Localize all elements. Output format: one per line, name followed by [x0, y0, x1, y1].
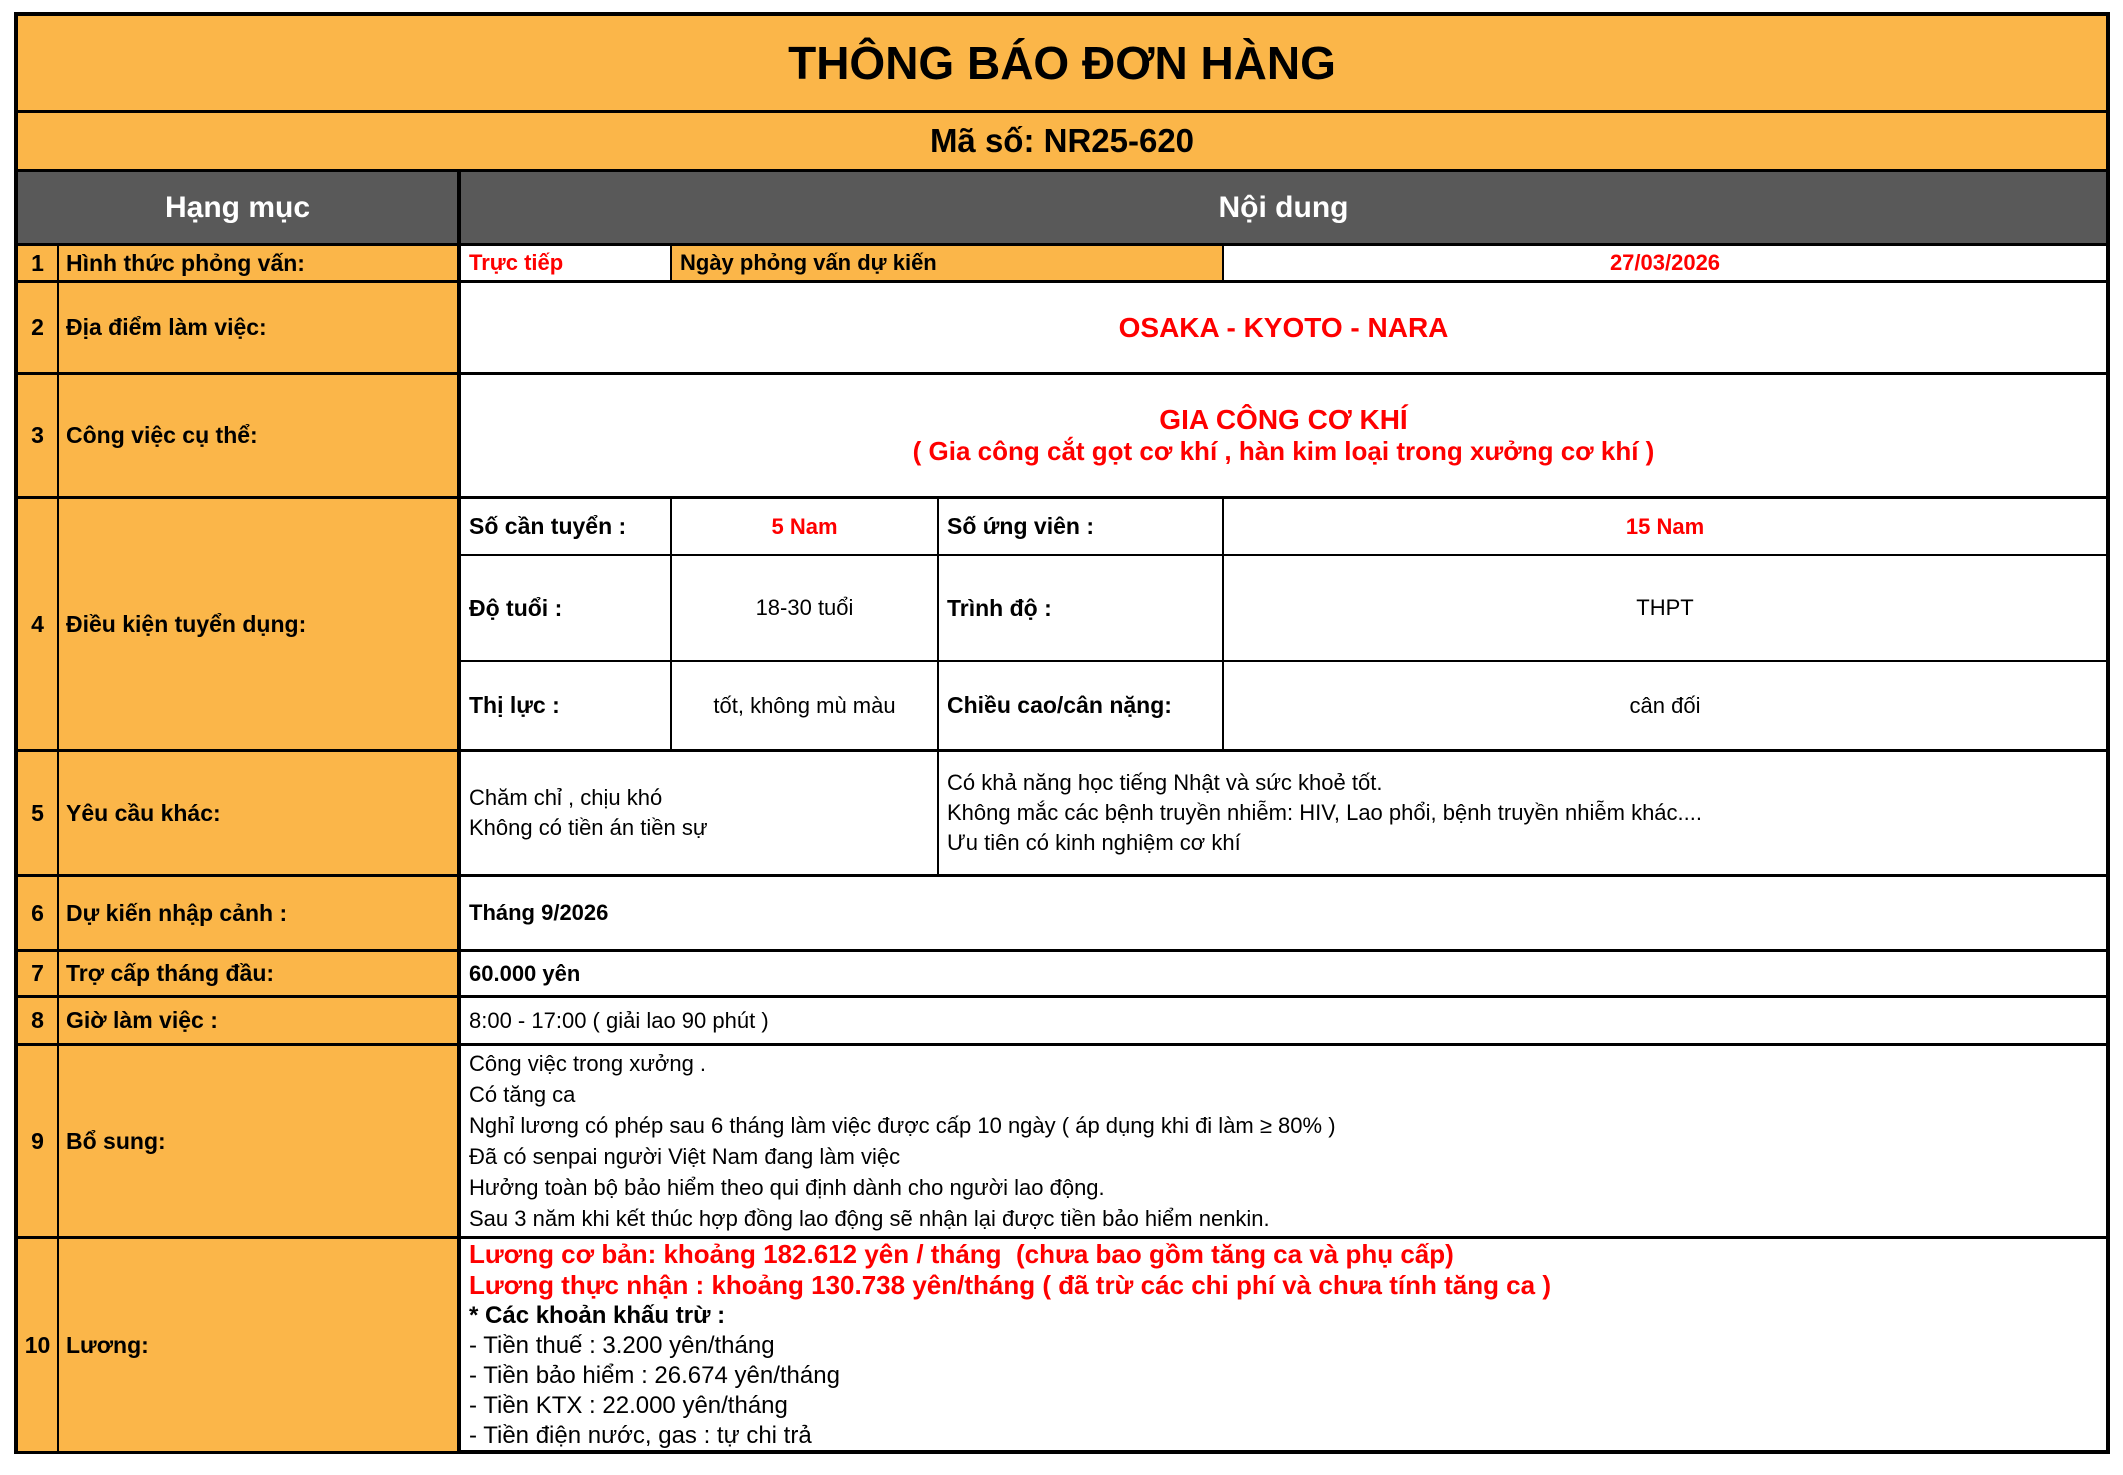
- row-job: [18, 375, 2106, 499]
- row-label: Giờ làm việc :: [59, 998, 461, 1043]
- supplement-line: Sau 3 năm khi kết thúc hợp đồng lao động sẽ nhận lại được tiền bảo hiểm nenkin.: [469, 1206, 1270, 1231]
- row-allowance: [18, 952, 2106, 998]
- deduction-line: - Tiền điện nước, gas : tự chi trả: [469, 1422, 812, 1449]
- interview-date-value: 27/03/2026: [1609, 250, 1721, 275]
- requirement-line: Chăm chỉ , chịu khó: [469, 785, 663, 810]
- deduction-line: - Tiền thuế : 3.200 yên/tháng: [469, 1332, 775, 1359]
- deductions-header: * Các khoản khấu trừ :: [469, 1302, 726, 1329]
- conditions-row-age: [461, 556, 2106, 662]
- entry-date-value: Tháng 9/2026: [469, 900, 609, 925]
- age-value: 18-30 tuổi: [672, 556, 939, 660]
- salary-base-line: Lương cơ bản: khoảng 182.612 yên / tháng (chưa bao gồm tăng ca và phụ cấp): [469, 1239, 1454, 1269]
- row-number: 7: [18, 952, 59, 995]
- supplement-line: Nghỉ lương có phép sau 6 tháng làm việc được cấp 10 ngày ( áp dụng khi đi làm ≥ 80% ): [469, 1113, 1336, 1138]
- height-weight-label: Chiều cao/cân nặng:: [939, 662, 1224, 749]
- requirements-right-cell: [939, 752, 2106, 874]
- row-label: Địa điểm làm việc:: [59, 283, 461, 372]
- eyesight-value: tốt, không mù màu: [672, 662, 939, 749]
- row-number: 8: [18, 998, 59, 1043]
- height-weight-value: cân đối: [1629, 692, 1701, 718]
- salary-cell: [461, 1239, 2106, 1451]
- supplement-line: Có tăng ca: [469, 1082, 576, 1107]
- job-description-cell: [461, 375, 2106, 496]
- row-location: [18, 283, 2106, 375]
- recruit-count-label: Số cần tuyển :: [461, 499, 672, 554]
- row-number: 4: [18, 499, 59, 749]
- row-number: 1: [18, 246, 59, 280]
- code-bar: [18, 113, 2106, 172]
- job-title-value: GIA CÔNG CƠ KHÍ: [1159, 404, 1408, 435]
- conditions-row-count: [461, 499, 2106, 556]
- recruit-count-value: 5 Nam: [672, 499, 939, 554]
- row-label: Hình thức phỏng vấn:: [59, 246, 461, 280]
- applicant-count-value: 15 Nam: [1625, 513, 1705, 539]
- table-header: [18, 172, 2106, 246]
- row-interview: [18, 246, 2106, 283]
- header-content-col: Nội dung: [1218, 190, 1349, 224]
- conditions-row-physical: [461, 662, 2106, 749]
- education-label: Trình độ :: [939, 556, 1224, 660]
- row-entry-date: [18, 877, 2106, 952]
- row-requirements: [18, 752, 2106, 877]
- requirement-line: Ưu tiên có kinh nghiệm cơ khí: [947, 830, 1241, 855]
- title-bar: [18, 16, 2106, 113]
- row-label: Công việc cụ thể:: [59, 375, 461, 496]
- row-label: Lương:: [59, 1239, 461, 1451]
- row-supplement: [18, 1046, 2106, 1239]
- interview-date-label: Ngày phỏng vấn dự kiến: [672, 246, 1224, 280]
- age-label: Độ tuổi :: [461, 556, 672, 660]
- supplement-line: Hưởng toàn bộ bảo hiểm theo qui định dành cho người lao động.: [469, 1175, 1105, 1200]
- document-title: THÔNG BÁO ĐƠN HÀNG: [18, 16, 2106, 110]
- row-number: 5: [18, 752, 59, 874]
- row-conditions: [18, 499, 2106, 752]
- applicant-count-label: Số ứng viên :: [939, 499, 1224, 554]
- supplement-line: Đã có senpai người Việt Nam đang làm việc: [469, 1144, 901, 1169]
- first-month-allowance-value: 60.000 yên: [469, 960, 581, 986]
- row-number: 10: [18, 1239, 59, 1451]
- row-number: 9: [18, 1046, 59, 1236]
- education-value: THPT: [1636, 595, 1694, 620]
- work-location-value: OSAKA - KYOTO - NARA: [1118, 311, 1449, 343]
- deduction-line: - Tiền bảo hiểm : 26.674 yên/tháng: [469, 1362, 840, 1389]
- row-label: Điều kiện tuyển dụng:: [59, 499, 461, 749]
- salary-net-line: Lương thực nhận : khoảng 130.738 yên/tháng ( đã trừ các chi phí và chưa tính tăng ca ): [469, 1270, 1551, 1300]
- requirement-line: Không có tiền án tiền sự: [469, 815, 708, 840]
- eyesight-label: Thị lực :: [461, 662, 672, 749]
- row-number: 3: [18, 375, 59, 496]
- supplement-line: Công việc trong xưởng .: [469, 1051, 707, 1076]
- requirement-line: Có khả năng học tiếng Nhật và sức khoẻ tốt.: [947, 770, 1383, 795]
- supplement-cell: [461, 1046, 2106, 1236]
- document-code: Mã số: NR25-620: [18, 113, 2106, 169]
- row-label: Bổ sung:: [59, 1046, 461, 1236]
- row-number: 2: [18, 283, 59, 372]
- row-salary: [18, 1239, 2106, 1451]
- row-working-hours: [18, 998, 2106, 1046]
- interview-format-value: Trực tiếp: [461, 246, 672, 280]
- row-label: Yêu cầu khác:: [59, 752, 461, 874]
- requirements-left-cell: [461, 752, 939, 874]
- working-hours-value: 8:00 - 17:00 ( giải lao 90 phút ): [469, 1007, 769, 1033]
- row-label: Trợ cấp tháng đầu:: [59, 952, 461, 995]
- header-item-col: Hạng mục: [18, 172, 461, 243]
- job-order-table: [14, 12, 2110, 1454]
- requirement-line: Không mắc các bệnh truyền nhiễm: HIV, Lao phổi, bệnh truyền nhiễm khác....: [947, 800, 1702, 825]
- row-number: 6: [18, 877, 59, 949]
- row-label: Dự kiến nhập cảnh :: [59, 877, 461, 949]
- conditions-grid: [461, 499, 2106, 749]
- job-detail-value: ( Gia công cắt gọt cơ khí , hàn kim loại trong xưởng cơ khí ): [912, 436, 1655, 466]
- deduction-line: - Tiền KTX : 22.000 yên/tháng: [469, 1392, 788, 1419]
